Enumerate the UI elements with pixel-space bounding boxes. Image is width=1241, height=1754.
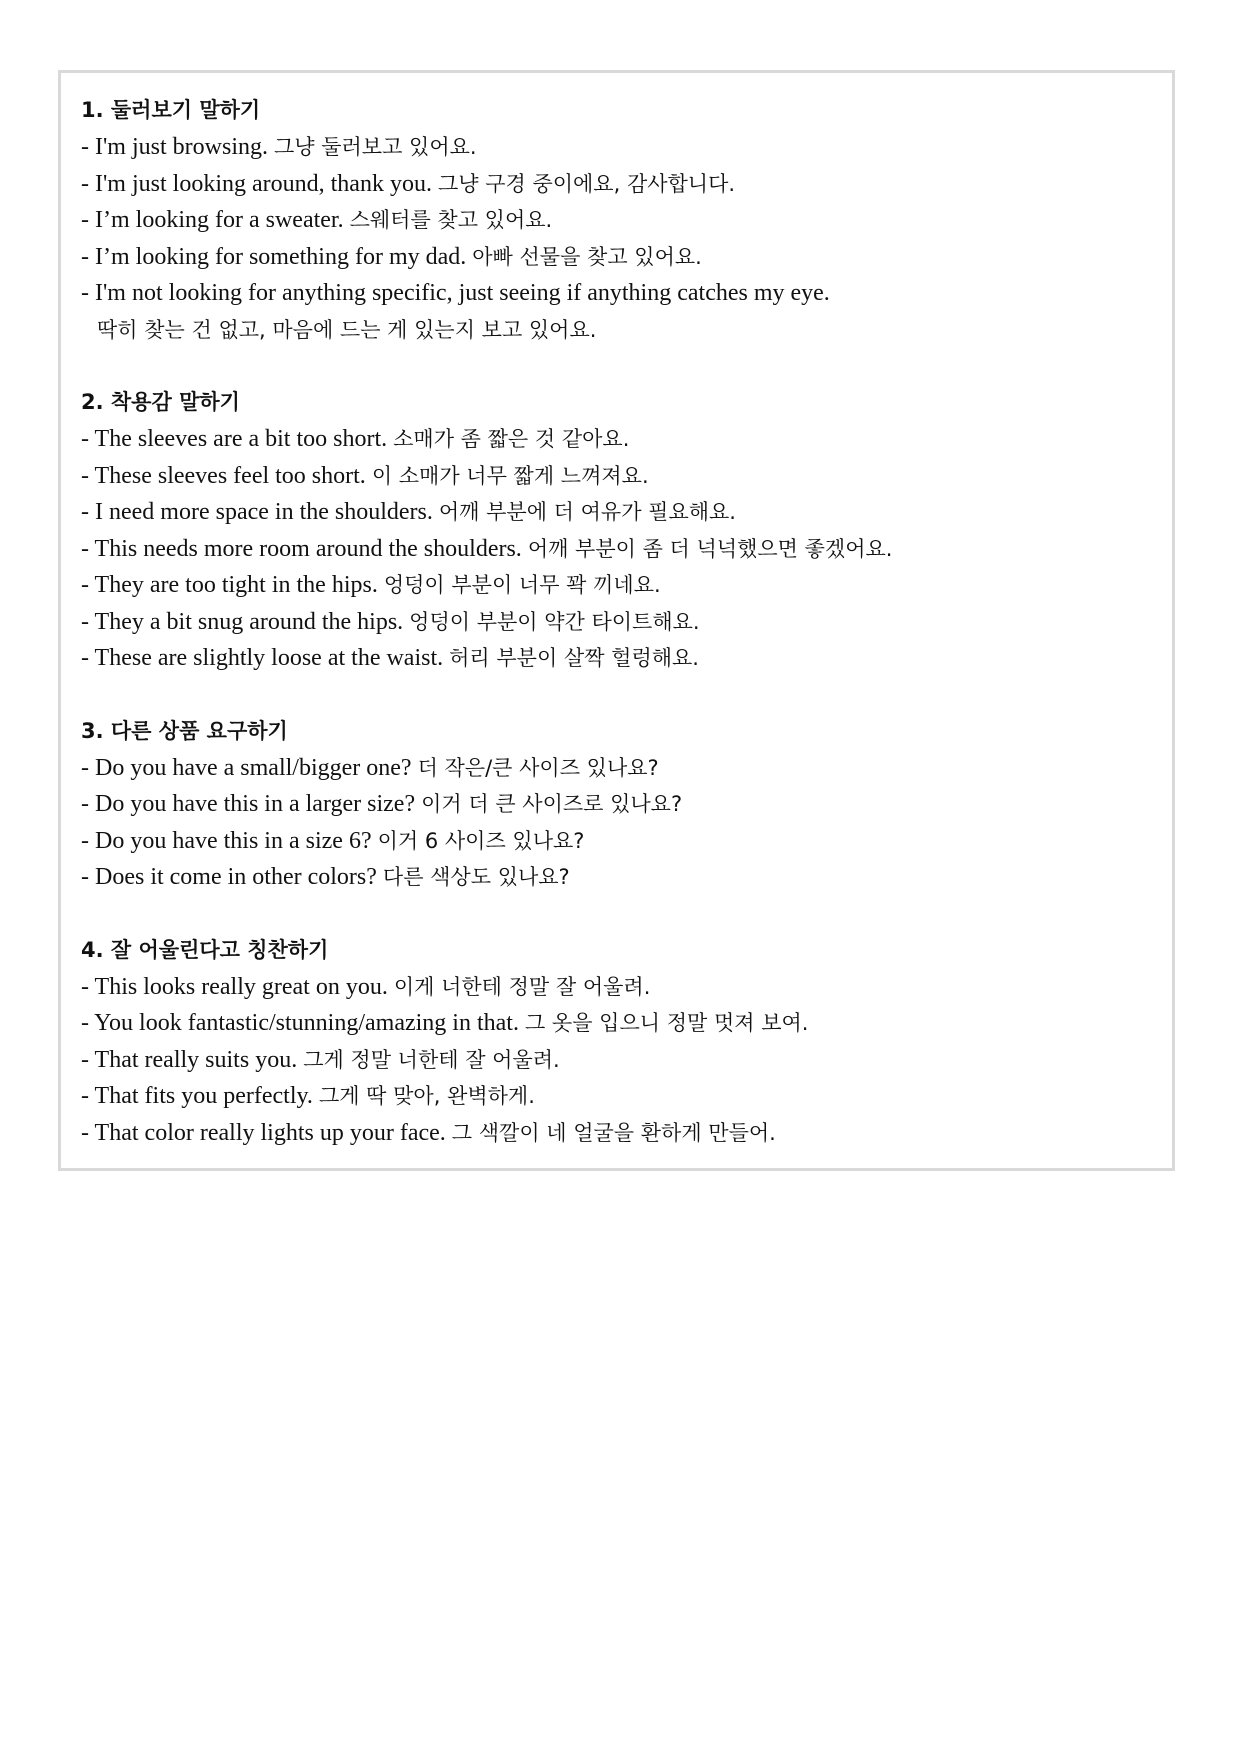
- phrase-line: [81, 567, 1152, 604]
- phrase-ko: 그 색깔이 네 얼굴을 환하게 만들어.: [451, 1120, 776, 1145]
- phrase-line: [81, 531, 1152, 568]
- phrase-line: [81, 640, 1152, 677]
- section-title: 2. 착용감 말하기: [81, 390, 240, 414]
- phrase-ko: 소매가 좀 짧은 것 같아요.: [393, 427, 630, 451]
- section-fit: [81, 383, 1152, 677]
- phrase-line: [81, 458, 1152, 495]
- phrase-en: - That color really lights up your face.: [81, 1119, 446, 1146]
- phrase-line: [81, 421, 1152, 458]
- phrase-ko: 스웨터를 찾고 있어요.: [349, 208, 553, 232]
- section-title: 4. 잘 어울린다고 칭찬하기: [81, 937, 329, 962]
- phrase-ko: 다른 색상도 있나요?: [382, 865, 570, 889]
- phrase-en: - They a bit snug around the hips.: [81, 608, 404, 635]
- phrase-line: [81, 1042, 1152, 1079]
- phrase-ko: 그게 정말 너한테 잘 어울려.: [303, 1047, 560, 1072]
- phrase-ko: 딱히 찾는 건 없고, 마음에 드는 게 있는지 보고 있어요.: [97, 317, 597, 342]
- phrase-en: - That really suits you.: [81, 1046, 298, 1073]
- phrase-en: - They are too tight in the hips.: [81, 572, 378, 598]
- phrase-ko: 엉덩이 부분이 약간 타이트해요.: [409, 609, 700, 634]
- phrase-ko: 그냥 둘러보고 있어요.: [273, 135, 477, 159]
- phrase-line: [81, 1005, 1152, 1042]
- phrase-line: [81, 129, 1152, 166]
- phrase-en: - The sleeves are a bit too short.: [81, 426, 388, 452]
- phrase-en: - Do you have this in a larger size?: [81, 791, 416, 817]
- phrase-en: - Does it come in other colors?: [81, 864, 377, 890]
- phrase-ko: 더 작은/큰 사이즈 있나요?: [417, 755, 659, 780]
- phrase-en: - This needs more room around the shoulders.: [81, 535, 522, 562]
- phrase-ko: 어깨 부분에 더 여유가 필요해요.: [438, 500, 736, 524]
- phrase-en: - I need more space in the shoulders.: [81, 499, 433, 525]
- phrase-line: [81, 750, 1152, 787]
- phrase-ko: 그냥 구경 중이에요, 감사합니다.: [437, 171, 736, 196]
- section-compliments: [81, 931, 1152, 1152]
- phrase-en: - These sleeves feel too short.: [81, 462, 366, 489]
- phrase-line: [81, 494, 1152, 531]
- phrase-line: [81, 969, 1152, 1006]
- phrase-en: - I’m looking for something for my dad.: [81, 243, 467, 270]
- phrase-en: - These are slightly loose at the waist.: [81, 645, 444, 671]
- phrase-line: [81, 239, 1152, 276]
- phrase-ko: 허리 부분이 살짝 헐렁해요.: [449, 646, 699, 670]
- phrase-ko: 이 소매가 너무 짧게 느껴져요.: [371, 463, 649, 488]
- phrase-ko: 아빠 선물을 찾고 있어요.: [472, 244, 702, 269]
- phrase-ko: 이게 너한테 정말 잘 어울려.: [393, 974, 651, 999]
- phrase-ko: 이거 6 사이즈 있나요?: [377, 828, 585, 853]
- phrase-ko: 이거 더 큰 사이즈로 있나요?: [421, 792, 683, 816]
- phrase-line-continued: [81, 312, 1152, 349]
- section-title: 3. 다른 상품 요구하기: [81, 718, 288, 743]
- section-other-items: [81, 712, 1152, 896]
- phrase-ko: 그게 딱 맞아, 완벽하게.: [318, 1084, 535, 1108]
- phrase-line: [81, 1115, 1152, 1152]
- phrase-en: - Do you have a small/bigger one?: [81, 754, 412, 781]
- phrase-en: - You look fantastic/stunning/amazing in that.: [81, 1010, 519, 1036]
- phrase-line: [81, 166, 1152, 203]
- phrase-en: - That fits you perfectly.: [81, 1083, 313, 1109]
- phrase-en: - This looks really great on you.: [81, 973, 388, 1000]
- phrase-en: - I’m looking for a sweater.: [81, 207, 344, 233]
- phrase-line: [81, 823, 1152, 860]
- phrase-en: - I'm just looking around, thank you.: [81, 170, 432, 197]
- phrase-en: - I'm just browsing.: [81, 134, 268, 160]
- phrase-ko: 그 옷을 입으니 정말 멋져 보여.: [524, 1011, 809, 1035]
- phrase-line: [81, 859, 1152, 896]
- phrase-ko: 엉덩이 부분이 너무 꽉 끼네요.: [383, 573, 661, 597]
- phrase-en: - I'm not looking for anything specific, just seeing if anything catches my eye.: [81, 280, 830, 306]
- section-title: 1. 둘러보기 말하기: [81, 98, 261, 122]
- document-content: [81, 91, 1152, 1151]
- phrase-line: [81, 1078, 1152, 1115]
- phrase-en: - Do you have this in a size 6?: [81, 827, 372, 854]
- phrase-line: [81, 786, 1152, 823]
- phrase-line: [81, 275, 1152, 312]
- phrase-ko: 어깨 부분이 좀 더 넉넉했으면 좋겠어요.: [527, 536, 893, 561]
- phrase-line: [81, 202, 1152, 239]
- document-box: [58, 70, 1175, 1171]
- phrase-line: [81, 604, 1152, 641]
- section-browsing: [81, 91, 1152, 348]
